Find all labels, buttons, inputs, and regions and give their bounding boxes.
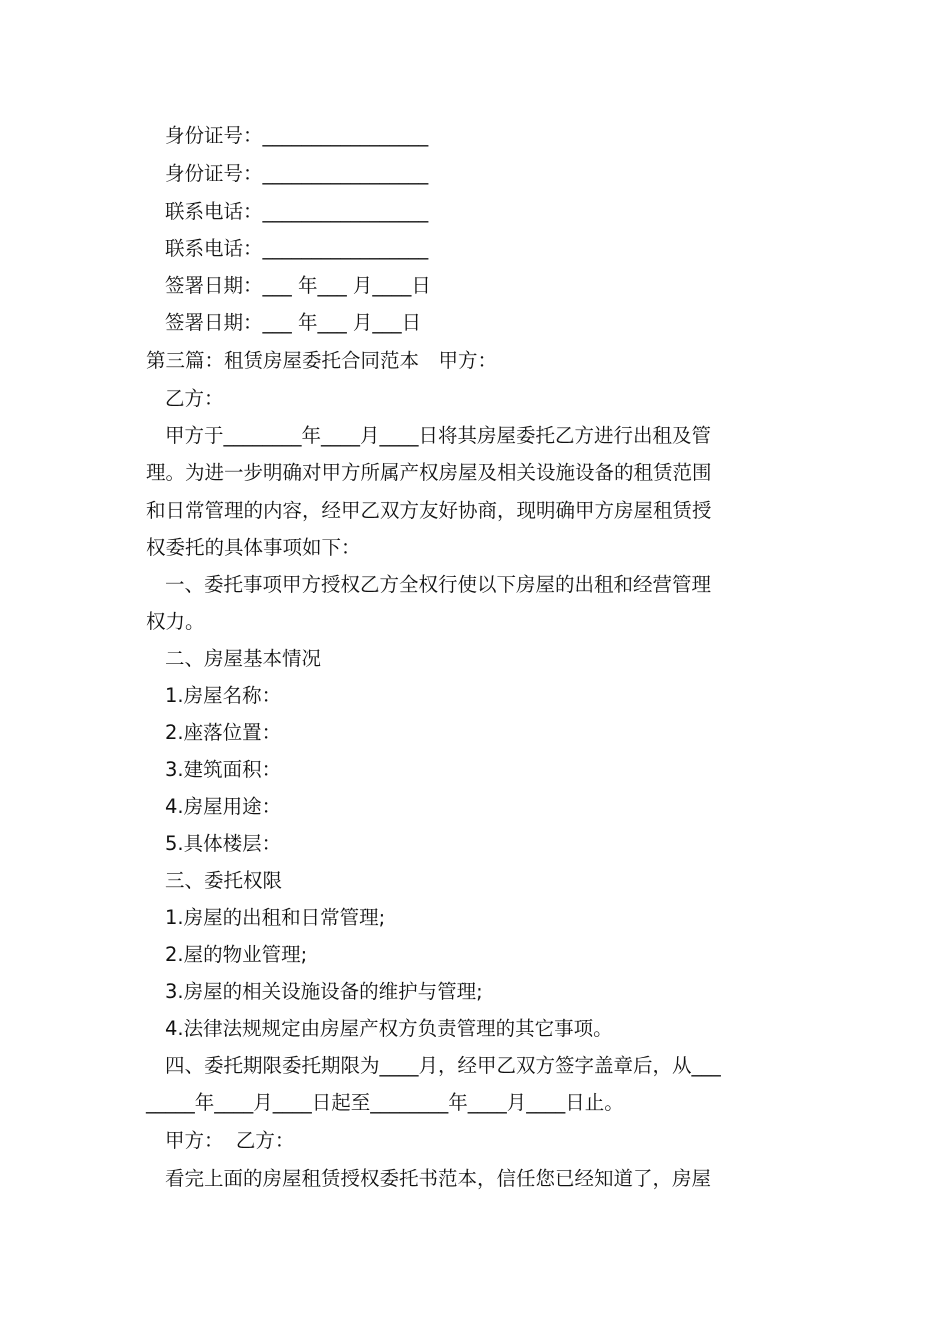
list-item: 4.房屋用途： [165, 795, 282, 818]
sign-date-line-2: 签署日期：___ 年___ 月___日 [165, 311, 422, 334]
sign-date-line-1: 签署日期：___ 年___ 月____日 [165, 274, 431, 297]
clause-heading: 三、委托权限 [165, 869, 283, 892]
party-b-label: 乙方： [165, 387, 224, 410]
list-item: 3.房屋的相关设施设备的维护与管理; [165, 980, 483, 1003]
list-item: 2.座落位置： [165, 721, 282, 744]
paragraph-line: 甲方于________年____月____日将其房屋委托乙方进行出租及管 [165, 424, 712, 447]
phone-line-2: 联系电话：_________________ [165, 237, 429, 260]
id-number-line-2: 身份证号：_________________ [165, 162, 429, 185]
clause-heading: 二、房屋基本情况 [165, 647, 322, 670]
list-item: 1.房屋的出租和日常管理; [165, 906, 386, 929]
clause-line: 一、委托事项甲方授权乙方全权行使以下房屋的出租和经营管理 [165, 573, 712, 596]
closing-line: 看完上面的房屋租赁授权委托书范本，信任您已经知道了，房屋 [165, 1167, 712, 1190]
paragraph-line: 权委托的具体事项如下： [146, 536, 361, 559]
paragraph-line: 和日常管理的内容，经甲乙双方友好协商，现明确甲方房屋租赁授 [146, 499, 712, 522]
id-number-line-1: 身份证号：_________________ [165, 124, 429, 147]
list-item: 2.屋的物业管理; [165, 943, 308, 966]
paragraph-line: 理。为进一步明确对甲方所属产权房屋及相关设施设备的租赁范围 [146, 461, 712, 484]
list-item: 1.房屋名称： [165, 684, 282, 707]
phone-line-1: 联系电话：_________________ [165, 200, 429, 223]
list-item: 4.法律法规规定由房屋产权方负责管理的其它事项。 [165, 1017, 613, 1040]
clause-line: 权力。 [146, 610, 205, 633]
list-item: 5.具体楼层： [165, 832, 282, 855]
parties-line: 甲方： 乙方： [165, 1129, 295, 1152]
clause-line: 四、委托期限委托期限为____月，经甲乙双方签字盖章后，从___ [165, 1054, 721, 1077]
section-heading: 第三篇：租赁房屋委托合同范本 甲方： [146, 349, 498, 372]
clause-line: _____年____月____日起至________年____月____日止。 [146, 1091, 624, 1114]
list-item: 3.建筑面积： [165, 758, 282, 781]
